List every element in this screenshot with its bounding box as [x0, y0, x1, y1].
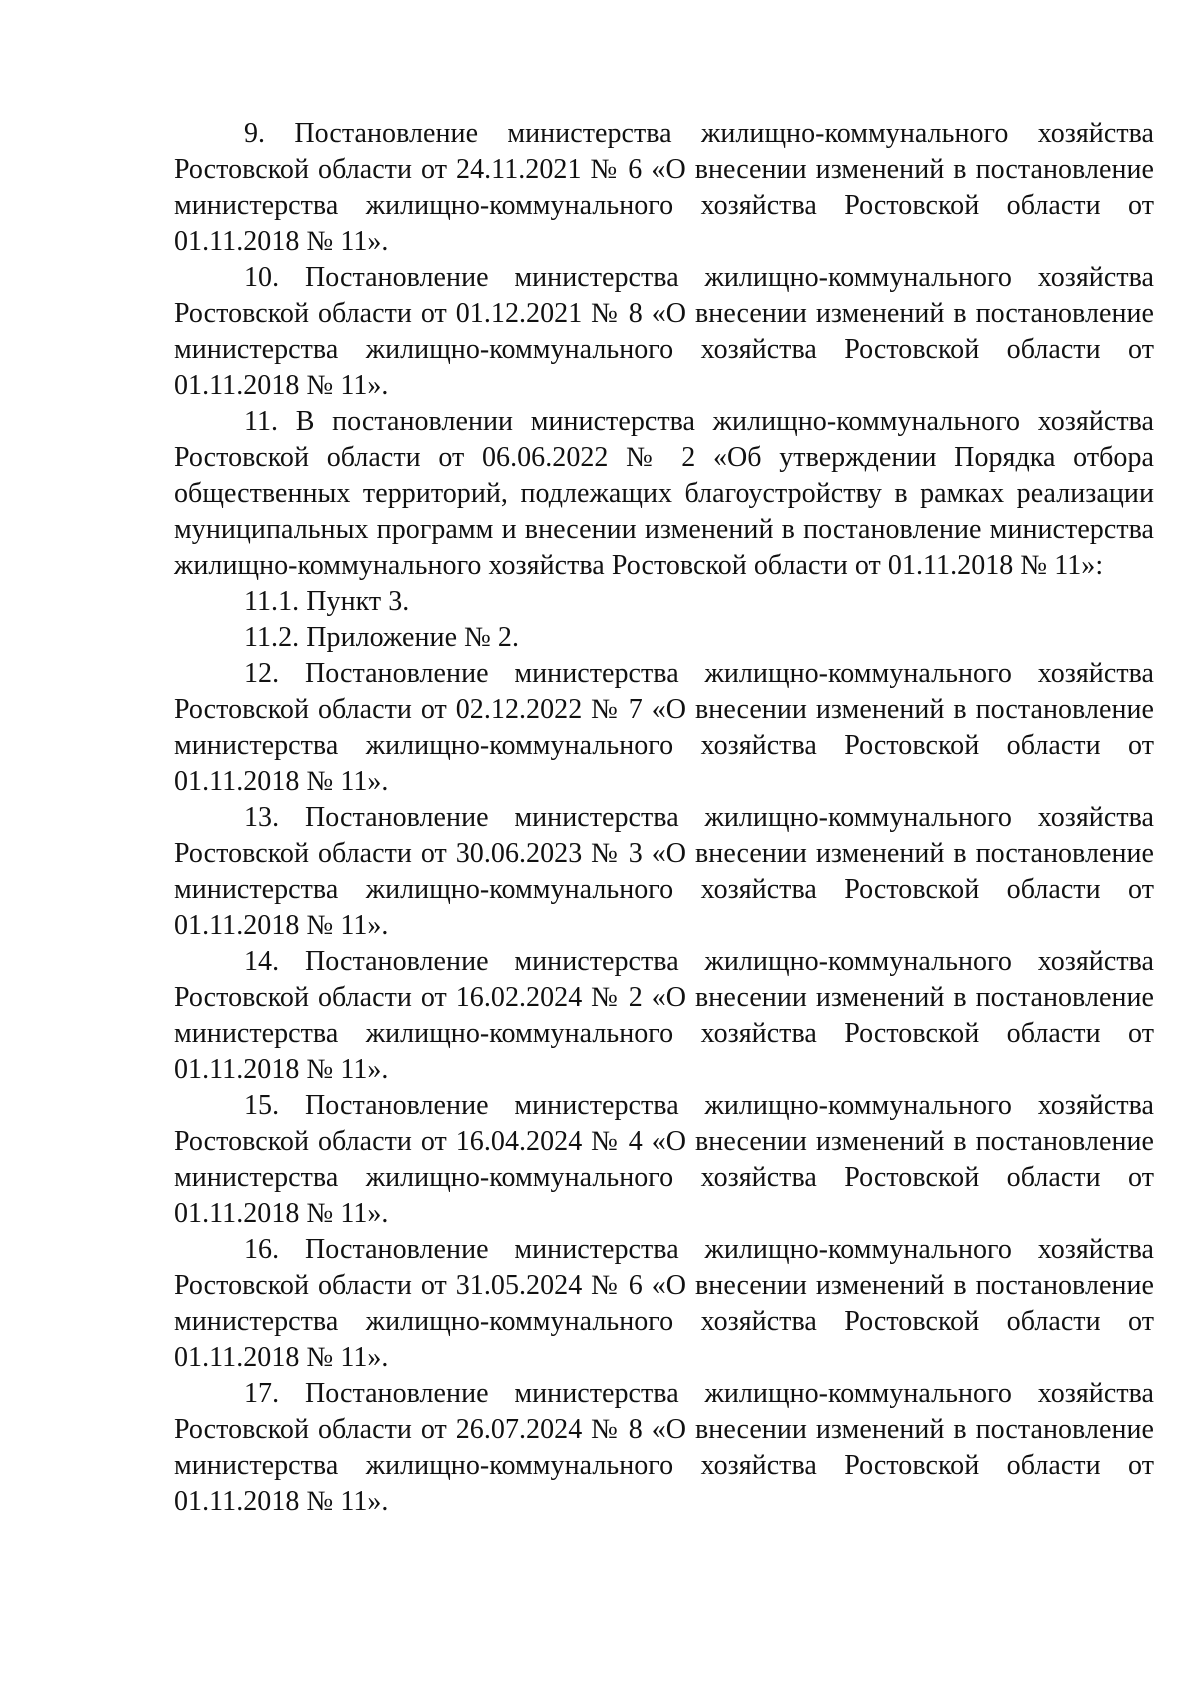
list-item-16: 16. Постановление министерства жилищно-коммунального хозяйства Ростовской области от 31.05.2024 № 6 «О внесении изменений в постановление министерства жилищно-коммунального хозяйства Ростовской области от 01.11.2018 № 11». — [174, 1234, 1154, 1373]
list-item-11: 11. В постановлении министерства жилищно-коммунального хозяйства Ростовской области от 06.06.2022 № 2 «Об утверждении Порядка отбора общественных территорий, подлежащих благоустройству в рамках реализации муниципальных программ и внесении изменений в постановление министерства жилищно-коммунального хозяйства Ростовской области от 01.11.2018 № 11»: — [174, 406, 1154, 581]
list-item-15: 15. Постановление министерства жилищно-коммунального хозяйства Ростовской области от 16.04.2024 № 4 «О внесении изменений в постановление министерства жилищно-коммунального хозяйства Ростовской области от 01.11.2018 № 11». — [174, 1090, 1154, 1229]
document-body — [174, 116, 1154, 1520]
list-item-12: 12. Постановление министерства жилищно-коммунального хозяйства Ростовской области от 02.12.2022 № 7 «О внесении изменений в постановление министерства жилищно-коммунального хозяйства Ростовской области от 01.11.2018 № 11». — [174, 658, 1154, 797]
sub-item-11-2: 11.2. Приложение № 2. — [244, 622, 520, 653]
list-item-17: 17. Постановление министерства жилищно-коммунального хозяйства Ростовской области от 26.07.2024 № 8 «О внесении изменений в постановление министерства жилищно-коммунального хозяйства Ростовской области от 01.11.2018 № 11». — [174, 1378, 1154, 1517]
list-item-9: 9. Постановление министерства жилищно-коммунального хозяйства Ростовской области от 24.11.2021 № 6 «О внесении изменений в постановление министерства жилищно-коммунального хозяйства Ростовской области от 01.11.2018 № 11». — [174, 118, 1154, 257]
list-item-13: 13. Постановление министерства жилищно-коммунального хозяйства Ростовской области от 30.06.2023 № 3 «О внесении изменений в постановление министерства жилищно-коммунального хозяйства Ростовской области от 01.11.2018 № 11». — [174, 802, 1154, 941]
list-item-14: 14. Постановление министерства жилищно-коммунального хозяйства Ростовской области от 16.02.2024 № 2 «О внесении изменений в постановление министерства жилищно-коммунального хозяйства Ростовской области от 01.11.2018 № 11». — [174, 946, 1154, 1085]
list-item-10: 10. Постановление министерства жилищно-коммунального хозяйства Ростовской области от 01.12.2021 № 8 «О внесении изменений в постановление министерства жилищно-коммунального хозяйства Ростовской области от 01.11.2018 № 11». — [174, 262, 1154, 401]
sub-item-11-1: 11.1. Пункт 3. — [244, 586, 410, 617]
